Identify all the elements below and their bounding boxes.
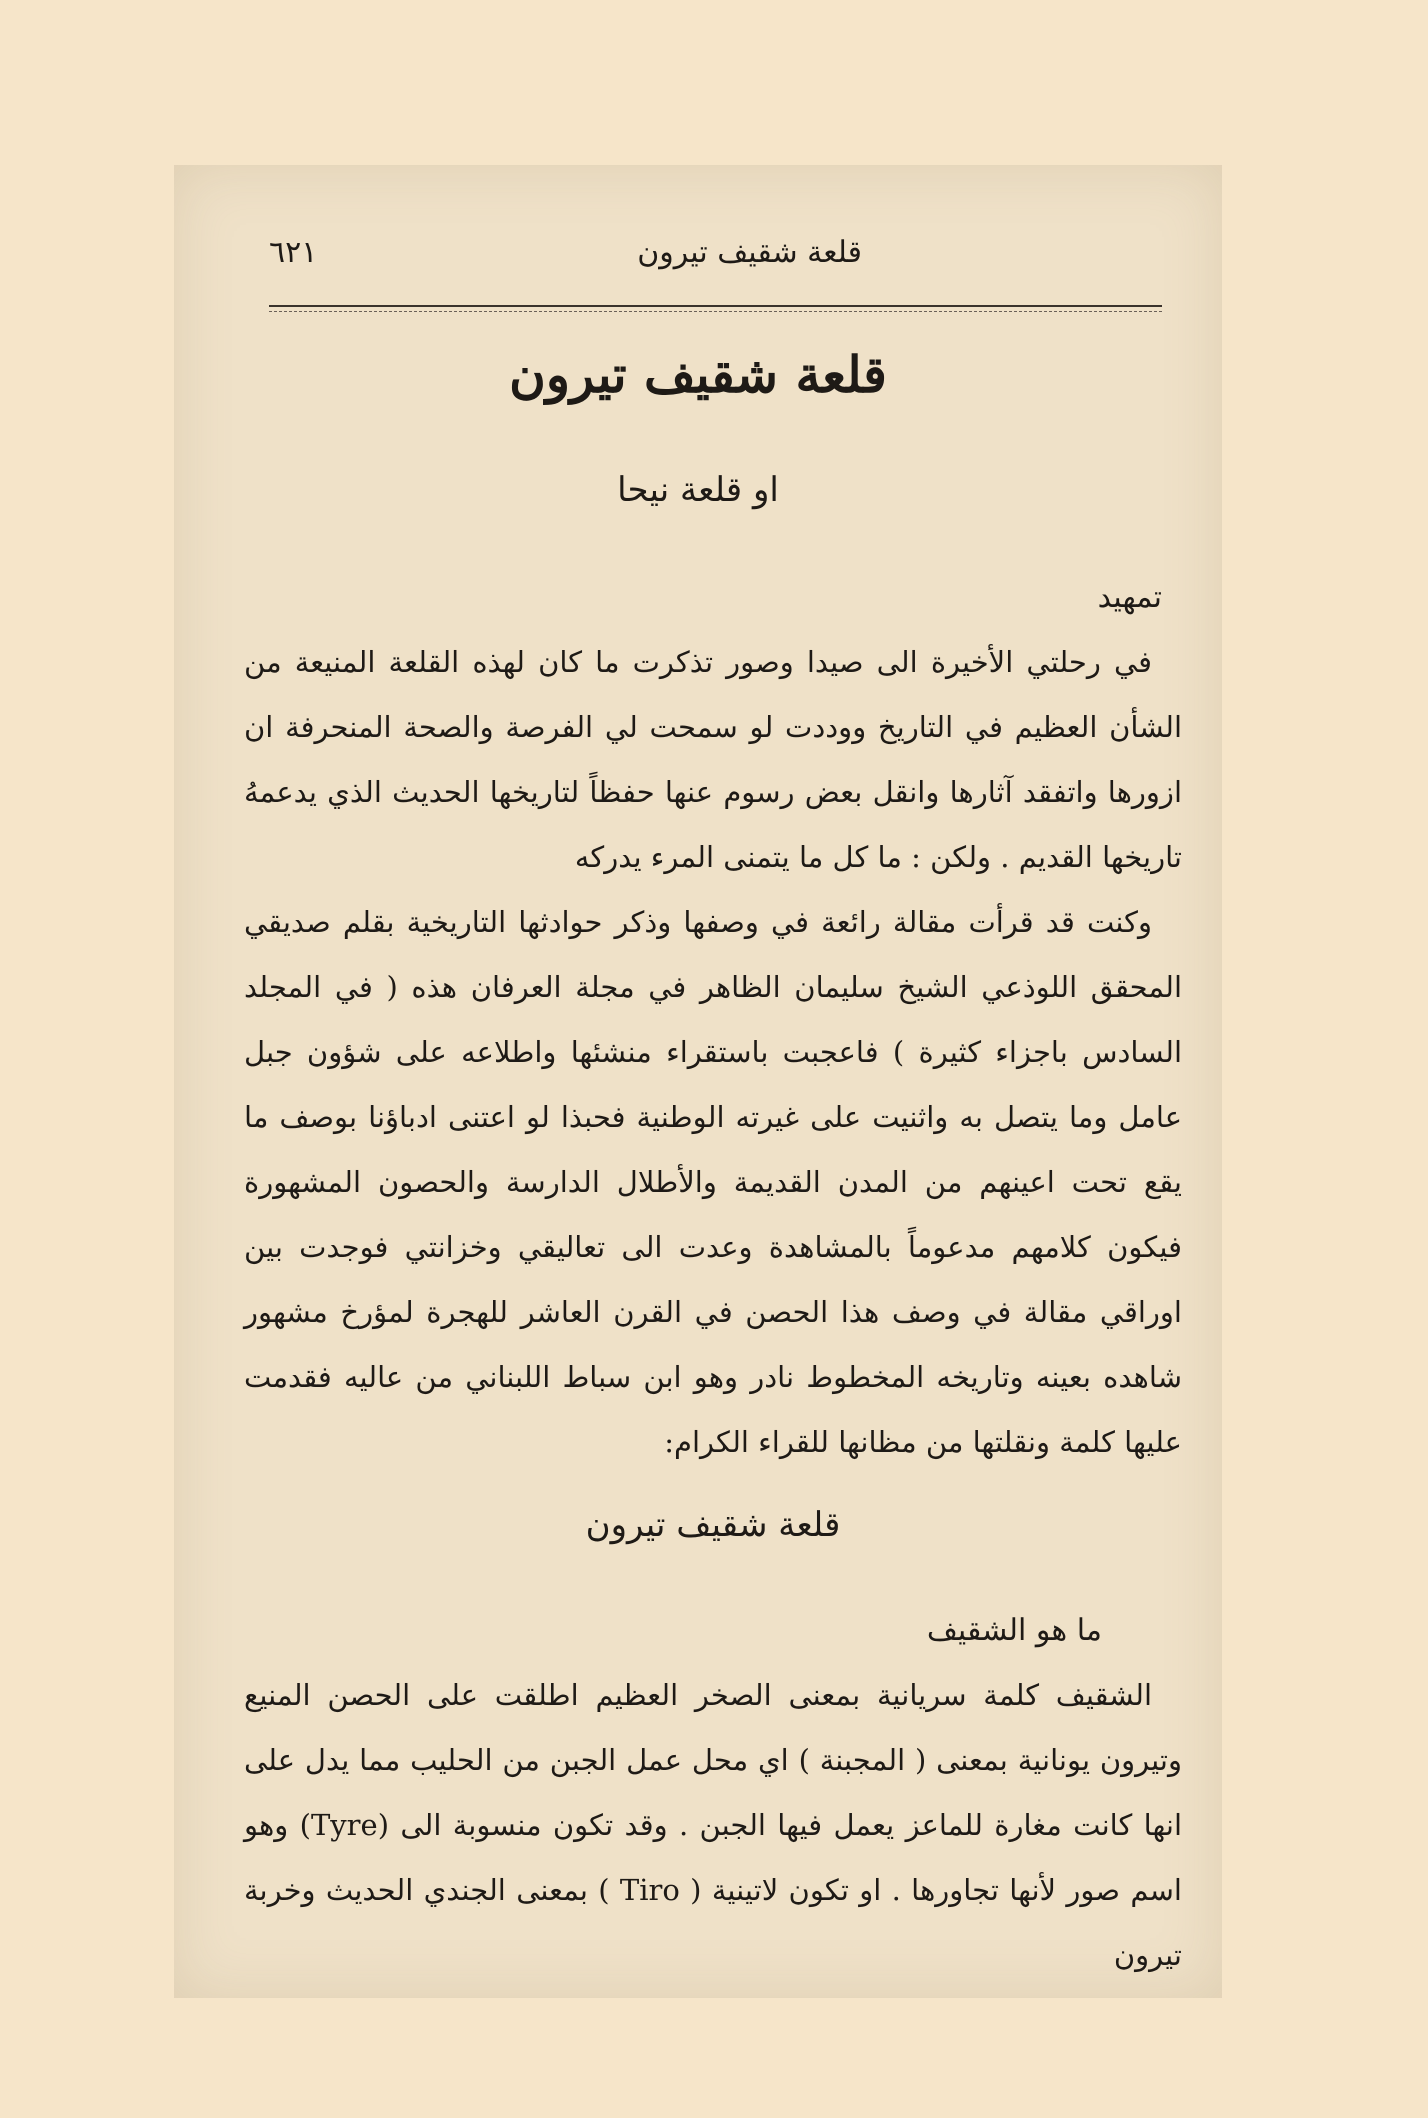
question-label: ما هو الشقيف <box>926 1613 1102 1648</box>
intro-label: تمهيد <box>1097 580 1162 615</box>
header-rule <box>269 305 1162 307</box>
article-body <box>244 565 1182 1988</box>
paragraph-3: الشقيف كلمة سريانية بمعنى الصخر العظيم اطلقت على الحصن المنيع وتيرون يونانية بمعنى ( المجبنة ) اي محل عمل الجبن من الحليب مما يدل على انها كانت مغارة للماعز يعمل فيها الجبن . وقد تكون منسوبة الى (Tyre) وهو اسم صور لأنها تجاورها . او تكون لاتينية ( Tiro ) بمعنى الجندي الحديث وخربة تيرون <box>244 1678 1182 1972</box>
article-subtitle: او قلعة نيحا <box>617 470 779 510</box>
running-header <box>269 235 1162 295</box>
book-page <box>174 165 1222 1998</box>
article-title: قلعة شقيف تيرون <box>509 345 887 404</box>
running-title: قلعة شقيف تيرون <box>637 235 862 270</box>
paragraph-2: وكنت قد قرأت مقالة رائعة في وصفها وذكر حوادثها التاريخية بقلم صديقي المحقق اللوذعي الشيخ سليمان الظاهر في مجلة العرفان هذه ( في المجلد السادس باجزاء كثيرة ) فاعجبت باستقراء منشئها واطلاعه على شؤون جبل عامل وما يتصل به واثنيت على غيرته الوطنية فحبذا لو اعتنى ادباؤنا بوصف ما يقع تحت اعينهم من المدن القديمة والأطلال الدارسة والحصون المشهورة فيكون كلامهم مدعوماً بالمشاهدة وعدت الى تعاليقي وخزانتي فوجدت بين اوراقي مقالة في وصف هذا الحصن في القرن العاشر للهجرة لمؤرخ مشهور شاهده بعينه وتاريخه المخطوط نادر وهو ابن سباط اللبناني من عاليه فقدمت عليها كلمة ونقلتها من مظانها للقراء الكرام: <box>244 905 1182 1459</box>
paragraph-1: في رحلتي الأخيرة الى صيدا وصور تذكرت ما كان لهذه القلعة المنيعة من الشأن العظيم في التاريخ ووددت لو سمحت لي الفرصة والصحة المنحرفة ان ازورها واتفقد آثارها وانقل بعض رسوم عنها حفظاً لتاريخها الحديث الذي يدعمهُ تاريخها القديم . ولكن : ما كل ما يتمنى المرء يدركه <box>244 645 1182 874</box>
page-number: ٦٢١ <box>269 235 318 270</box>
header-rule-secondary <box>269 311 1162 312</box>
section-heading: قلعة شقيف تيرون <box>585 1505 841 1545</box>
